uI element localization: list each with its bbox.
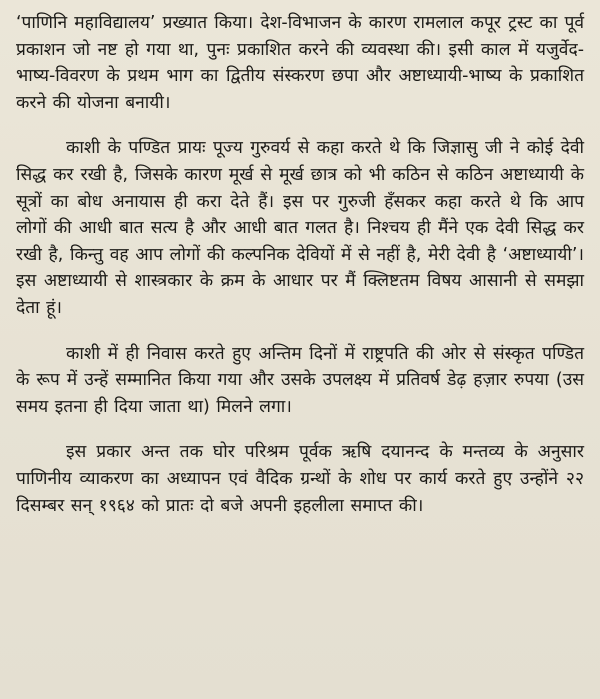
paragraph-honour-by-president: काशी में ही निवास करते हुए अन्तिम दिनों में राष्ट्रपति की ओर से संस्कृत पण्डित के रूप में उन्हें सम्मानित किया गया और उसके उपलक्ष्य में प्रतिवर्ष डेढ़ हज़ार रुपया (उस समय इतना ही दिया जाता था) मिलने लगा। <box>16 343 584 417</box>
paragraph-panini-mahavidyalaya: ‘पाणिनि महाविद्यालय’ प्रख्यात किया। देश-विभाजन के कारण रामलाल कपूर ट्रस्ट का पूर्व प्रकाशन जो नष्ट हो गया था, पुनः प्रकाशित करने की व्यवस्था की। इसी काल में यजुर्वेद-भाष्य-विवरण के प्रथम भाग का द्वितीय संस्करण छपा और अष्टाध्यायी-भाष्य के प्रकाशित करने की योजना बनायी। <box>16 13 584 113</box>
paragraph-final-days: इस प्रकार अन्त तक घोर परिश्रम पूर्वक ऋषि दयानन्द के मन्तव्य के अनुसार पाणिनीय व्याकरण का अध्यापन एवं वैदिक ग्रन्थों के शोध पर कार्य करते हुए उन्होंने २२ दिसम्बर सन् १९६४ को प्रातः दो बजे अपनी इहलीला समाप्त की। <box>16 442 584 516</box>
paragraph-kashi-pandits: काशी के पण्डित प्रायः पूज्य गुरुवर्य से कहा करते थे कि जिज्ञासु जी ने कोई देवी सिद्ध कर रखी है, जिसके कारण मूर्ख से मूर्ख छात्र को भी कठिन से कठिन अष्टाध्यायी के सूत्रों का बोध अनायास ही करा देते हैं। इस पर गुरुजी हँसकर कहा करते थे कि आप लोगों की आधी बात सत्य है और आधी बात गलत है। निश्चय ही मैंने एक देवी सिद्ध कर रखी है, किन्तु वह आप लोगों की कल्पनिक देवियों में से नहीं है, मेरी देवी है ‘अष्टाध्यायी’। इस अष्टाध्यायी से शास्त्रकार के क्रम के आधार पर मैं क्लिष्टतम विषय आसानी से समझा देता हूं। <box>16 138 584 318</box>
